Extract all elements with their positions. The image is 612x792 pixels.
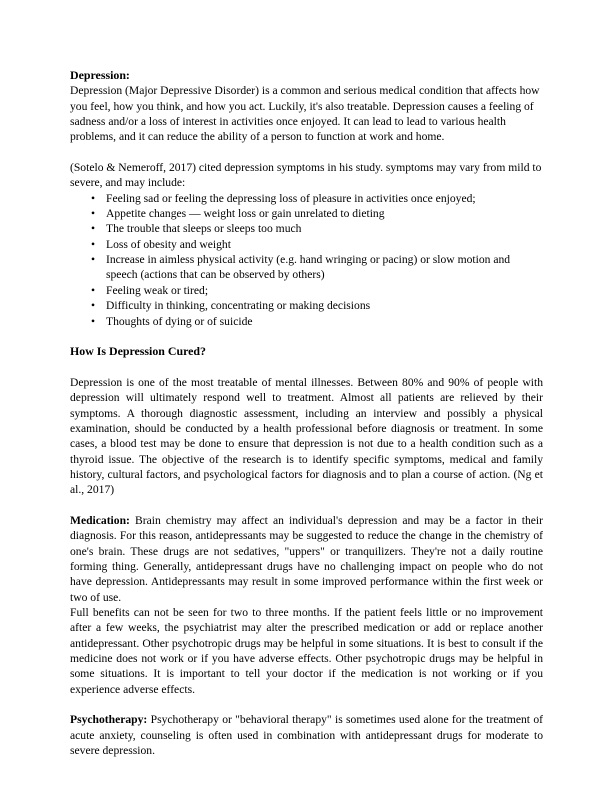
symptoms-intro-paragraph: (Sotelo & Nemeroff, 2017) cited depression symptoms in his study. symptoms may vary from mild to severe, and may include: [70,161,542,190]
bullet-icon: • [91,283,96,297]
spacer-after-symptoms [70,329,543,344]
bullet-icon: • [91,253,96,267]
list-item [70,314,543,329]
list-item [70,252,543,283]
bullet-icon: • [91,207,96,221]
list-item [70,298,543,313]
spacer-after-cured-heading [70,360,543,375]
medication-paragraph-1 [70,513,543,605]
cured-heading: How Is Depression Cured? [70,344,206,359]
list-item-label: Feeling sad or feeling the depressing loss of pleasure in activities once enjoyed; [106,191,476,205]
bullet-icon: • [91,314,96,328]
spacer-after-cured [70,498,543,513]
bullet-icon: • [91,237,96,251]
medication-paragraph-2: Full benefits can not be seen for two to three months. If the patient feels little or no improvement after a few weeks, the psychiatrist may alter the prescribed medication or add or replace another antidepressant. Other psychotropic drugs may be helpful in some situations. It is best to consult if the medicine does not work or if you have adverse effects. Other psychotropic drugs may be helpful in some situations. It is important to tell your doctor if the medication is not working or if you experience adverse effects. [70,606,543,696]
spacer-after-depression [70,145,543,160]
bullet-icon: • [91,299,96,313]
list-item-label: Difficulty in thinking, concentrating or making decisions [106,299,371,313]
list-item-label: Increase in aimless physical activity (e.g. hand wringing or pacing) or slow motion and speech (actions that can be observed by others) [106,253,511,282]
list-item-label: Loss of obesity and weight [106,237,231,251]
psychotherapy-label: Psychotherapy: [70,713,148,727]
list-item [70,191,543,206]
cured-paragraph: Depression is one of the most treatable of mental illnesses. Between 80% and 90% of people with depression will ultimately respond well to treatment. Almost all patients are relieved by their symptoms. A thorough diagnostic assessment, including an interview and possibly a physical examination, should be conducted by a health professional before diagnosis or treatment. In some cases, a blood test may be done to ensure that depression is not due to a health condition such as a thyroid issue. The objective of the research is to identify specific symptoms, medical and family history, cultural factors, and psychological factors for diagnosis and to plan a course of action. (Ng et al., 2017) [70,375,543,497]
list-item-label: Appetite changes — weight loss or gain unrelated to dieting [106,207,385,221]
list-item-label: Thoughts of dying or of suicide [106,314,253,328]
medication-label: Medication: [70,513,130,527]
medication-text-1: Brain chemistry may affect an individual's depression and may be a factor in their diagnosis. For this reason, antidepressants may be suggested to reduce the change in the chemistry of one's brain. These drugs are not sedatives, "uppers" or tranquilizers. They're not a daily routine forming thing. Generally, antidepressant drugs have no challenging impact on people who do not have depression. Antidepressants may result in some improved performance within the first week or two of use. [70,513,543,604]
depression-paragraph: Depression (Major Depressive Disorder) is a common and serious medical condition that affects how you feel, how you think, and how you act. Luckily, it's also treatable. Depression causes a feeling of sadness and/or a loss of interest in activities once enjoyed. It can lead to lead to various health problems, and it can reduce the ability of a person to function at work and home. [70,84,540,144]
spacer-after-medication [70,697,543,712]
bullet-icon: • [91,191,96,205]
list-item [70,283,543,298]
list-item [70,237,543,252]
psychotherapy-text: Psychotherapy or "behavioral therapy" is sometimes used alone for the treatment of acute anxiety, counseling is often used in combination with antidepressant drugs for moderate to severe depression. [70,713,543,758]
bullet-icon: • [91,222,96,236]
symptoms-list [70,191,543,329]
list-item-label: The trouble that sleeps or sleeps too much [106,222,302,236]
list-item-label: Feeling weak or tired; [106,283,209,297]
list-item [70,206,543,221]
document-body [70,68,543,758]
list-item [70,221,543,236]
psychotherapy-paragraph [70,712,543,758]
depression-heading: Depression: [70,68,130,82]
